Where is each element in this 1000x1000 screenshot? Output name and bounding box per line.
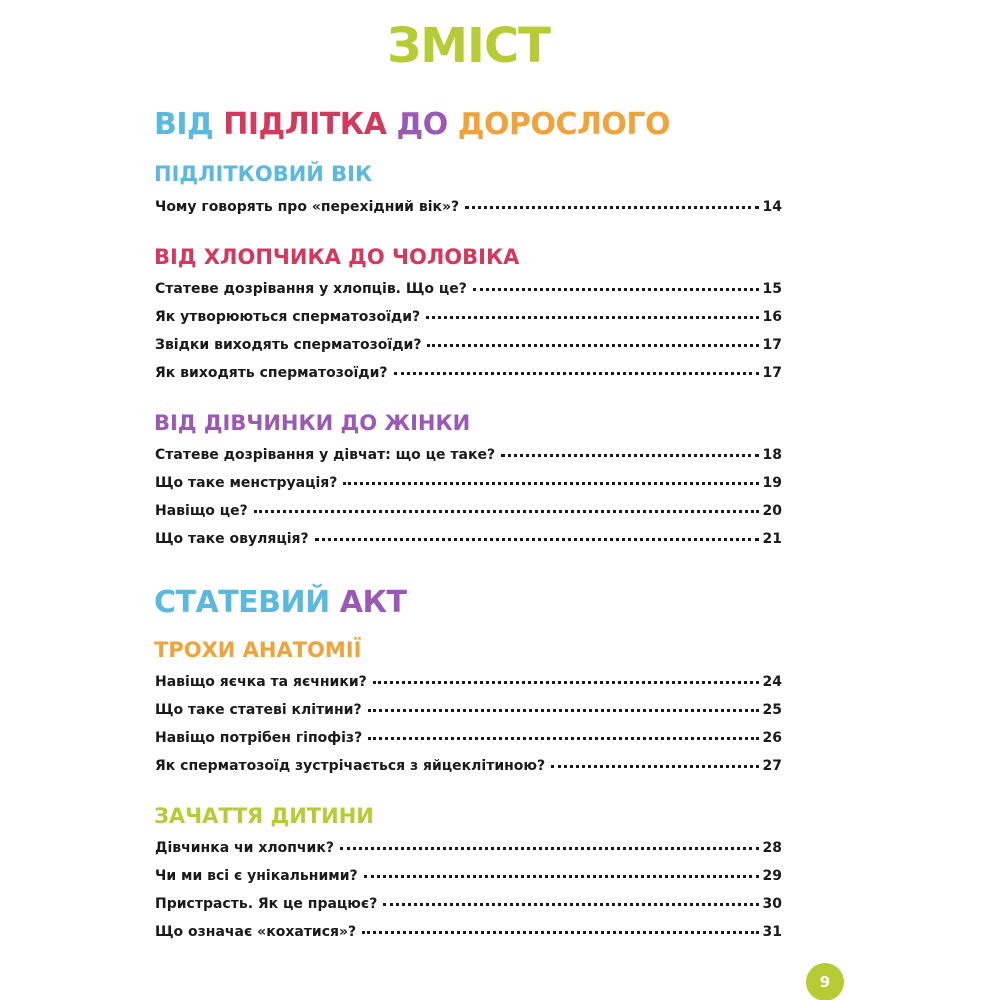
section-heading-teen-age: ПІДЛІТКОВИЙ ВІК [154, 162, 373, 186]
dot-leader [362, 930, 758, 934]
entry-page-number: 19 [762, 475, 782, 491]
entry-page-number: 27 [762, 758, 782, 774]
toc-entry[interactable] [155, 281, 782, 303]
entry-label: Що таке статеві клітини? [155, 702, 362, 718]
part-1-heading [154, 107, 680, 142]
entry-page-number: 21 [762, 531, 782, 547]
entry-label: Звідки виходять сперматозоїди? [155, 337, 422, 353]
dot-leader [373, 680, 759, 684]
toc-entry[interactable] [155, 702, 782, 724]
dot-leader [426, 315, 758, 319]
section-heading-anatomy: ТРОХИ АНАТОМІЇ [154, 638, 362, 662]
entry-label: Що таке овуляція? [155, 531, 309, 547]
toc-entry[interactable] [155, 503, 782, 525]
entry-page-number: 17 [762, 365, 782, 381]
part-2-word-2: АКТ [339, 585, 407, 620]
section-heading-girl-to-woman: ВІД ДІВЧИНКИ ДО ЖІНКИ [154, 411, 471, 435]
section-heading-boy-to-man: ВІД ХЛОПЧИКА ДО ЧОЛОВІКА [154, 245, 520, 269]
entry-page-number: 17 [762, 337, 782, 353]
entry-label: Пристрасть. Як це працює? [155, 896, 378, 912]
dot-leader [394, 371, 759, 375]
entry-label: Що таке менструація? [155, 475, 338, 491]
toc-entry[interactable] [155, 337, 782, 359]
entry-page-number: 31 [762, 924, 782, 940]
dot-leader [368, 736, 758, 740]
toc-entry[interactable] [155, 309, 782, 331]
entry-label: Як утворюються сперматозоїди? [155, 309, 421, 325]
dot-leader [315, 537, 759, 541]
entry-label: Статеве дозрівання у хлопців. Що це? [155, 281, 467, 297]
part-1-word-3: ДО [396, 107, 448, 142]
entry-page-number: 28 [762, 840, 782, 856]
entry-label: Дівчинка чи хлопчик? [155, 840, 334, 856]
toc-entry[interactable] [155, 896, 782, 918]
part-1-word-2: ПІДЛІТКА [223, 107, 387, 142]
entry-label: Навіщо потрібен гіпофіз? [155, 730, 363, 746]
dot-leader [254, 509, 759, 513]
entry-label: Навіщо це? [155, 503, 248, 519]
entry-page-number: 14 [762, 199, 782, 215]
part-2-heading [154, 585, 416, 620]
dot-leader [427, 343, 758, 347]
entry-page-number: 20 [762, 503, 782, 519]
dot-leader [473, 287, 759, 291]
entry-page-number: 29 [762, 868, 782, 884]
toc-entry[interactable] [155, 868, 782, 890]
dot-leader [551, 764, 758, 768]
toc-entry[interactable] [155, 840, 782, 862]
page-number-badge: 9 [806, 963, 844, 1000]
toc-entry[interactable] [155, 730, 782, 752]
toc-entry[interactable] [155, 475, 782, 497]
entry-page-number: 16 [762, 309, 782, 325]
part-2-word-1: СТАТЕВИЙ [154, 585, 330, 620]
page-title: ЗМІСТ [387, 18, 550, 74]
part-1-word-1: ВІД [154, 107, 214, 142]
entry-label: Чому говорять про «перехідний вік»? [155, 199, 460, 215]
entry-page-number: 25 [762, 702, 782, 718]
dot-leader [343, 481, 758, 485]
part-1-word-4: ДОРОСЛОГО [457, 107, 671, 142]
entry-label: Навіщо яєчка та яєчники? [155, 674, 367, 690]
toc-entry[interactable] [155, 531, 782, 553]
entry-page-number: 18 [762, 447, 782, 463]
entry-label: Чи ми всі є унікальними? [155, 868, 358, 884]
dot-leader [364, 874, 759, 878]
dot-leader [465, 205, 758, 209]
dot-leader [368, 708, 759, 712]
toc-entry[interactable] [155, 199, 782, 221]
toc-entry[interactable] [155, 365, 782, 387]
entry-label: Що означає «кохатися»? [155, 924, 357, 940]
toc-entry[interactable] [155, 674, 782, 696]
entry-label: Як виходять сперматозоїди? [155, 365, 388, 381]
entry-page-number: 30 [762, 896, 782, 912]
dot-leader [340, 846, 759, 850]
toc-entry[interactable] [155, 758, 782, 780]
entry-label: Як сперматозоїд зустрічається з яйцеклітиною? [155, 758, 546, 774]
entry-page-number: 24 [762, 674, 782, 690]
entry-label: Статеве дозрівання у дівчат: що це таке? [155, 447, 496, 463]
dot-leader [383, 902, 758, 906]
section-heading-conception: ЗАЧАТТЯ ДИТИНИ [154, 804, 374, 828]
dot-leader [501, 453, 758, 457]
entry-page-number: 15 [762, 281, 782, 297]
toc-entry[interactable] [155, 447, 782, 469]
entry-page-number: 26 [762, 730, 782, 746]
toc-entry[interactable] [155, 924, 782, 946]
